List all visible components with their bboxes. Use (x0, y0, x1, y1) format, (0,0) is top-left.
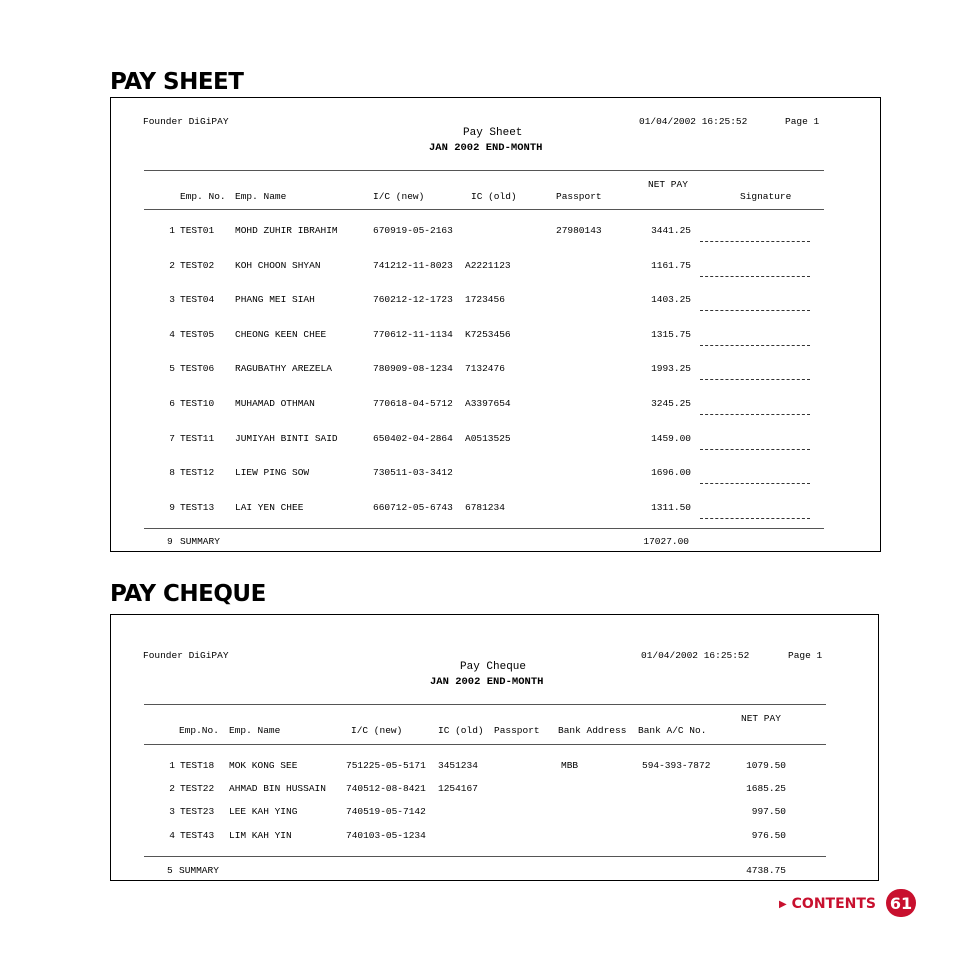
row-number: 1 (169, 760, 175, 771)
pay-sheet-title: Pay Sheet (463, 127, 523, 139)
col-ic-old: IC (old) (438, 725, 484, 736)
signature-line (700, 345, 810, 346)
row-ic-new: 740519-05-7142 (346, 806, 426, 818)
row-net-pay: 997.50 (751, 806, 786, 818)
row-ic-new: 770612-11-1134 (373, 328, 453, 340)
signature-line (700, 449, 810, 450)
signature-line (700, 414, 810, 415)
row-ic-old: A2221123 (465, 259, 511, 271)
row-ic-old: A3397654 (465, 398, 511, 409)
signature-line (700, 310, 810, 311)
divider (144, 528, 824, 529)
row-net-pay: 1161.75 (651, 259, 691, 271)
pay-sheet-datetime: 01/04/2002 16:25:52 (639, 116, 748, 127)
row-emp-name: MOHD ZUHIR IBRAHIM (235, 225, 338, 236)
row-emp-no: TEST43 (180, 829, 215, 841)
row-ic-new: 741212-11-8023 (373, 259, 453, 271)
row-number: 3 (169, 294, 175, 306)
col-emp-name: Emp. Name (229, 725, 281, 736)
row-net-pay: 1403.25 (651, 294, 691, 306)
summary-total: 4738.75 (746, 865, 786, 876)
divider (144, 209, 824, 210)
row-net-pay: 1993.25 (651, 363, 691, 375)
row-net-pay: 3245.25 (651, 398, 691, 409)
row-number: 6 (169, 398, 175, 409)
col-signature: Signature (740, 191, 792, 202)
signature-line (700, 379, 810, 380)
col-ic-new: I/C (new) (373, 191, 425, 202)
contents-label: CONTENTS (791, 896, 876, 912)
row-emp-no: TEST10 (180, 398, 215, 409)
contents-link[interactable] (779, 896, 876, 912)
row-ic-old: 7132476 (465, 363, 505, 375)
row-net-pay: 1685.25 (746, 783, 786, 795)
page-number-badge: 61 (886, 889, 916, 917)
row-emp-name: AHMAD BIN HUSSAIN (229, 783, 326, 795)
row-net-pay: 1079.50 (746, 760, 786, 771)
pay-cheque-title: Pay Cheque (460, 661, 527, 673)
pay-sheet-heading: PAY SHEET (110, 69, 244, 95)
divider (144, 170, 824, 171)
row-ic-old: 6781234 (465, 501, 505, 513)
col-passport: Passport (556, 191, 602, 202)
col-bank-ac: Bank A/C No. (638, 725, 707, 736)
signature-line (700, 483, 810, 484)
row-emp-no: TEST12 (180, 467, 215, 479)
signature-line (700, 276, 810, 277)
row-emp-no: TEST02 (180, 259, 215, 271)
row-net-pay: 3441.25 (651, 225, 691, 236)
col-emp-name: Emp. Name (235, 191, 287, 202)
row-emp-no: TEST11 (180, 432, 215, 444)
row-emp-name: LEE KAH YING (229, 806, 298, 818)
col-passport: Passport (494, 725, 540, 736)
row-emp-no: TEST18 (180, 760, 215, 771)
row-emp-no: TEST23 (180, 806, 215, 818)
row-emp-no: TEST01 (180, 225, 215, 236)
row-number: 9 (169, 501, 175, 513)
row-emp-name: RAGUBATHY AREZELA (235, 363, 332, 375)
row-ic-new: 760212-12-1723 (373, 294, 453, 306)
pay-sheet-subtitle: JAN 2002 END-MONTH (429, 142, 543, 154)
pay-cheque-company: Founder DiGiPAY (143, 650, 229, 661)
row-emp-name: LAI YEN CHEE (235, 501, 304, 513)
col-bank-address: Bank Address (558, 725, 627, 736)
signature-line (700, 518, 810, 519)
row-ic-old: 1254167 (438, 783, 478, 795)
row-ic-new: 740512-08-8421 (346, 783, 426, 795)
row-emp-name: LIM KAH YIN (229, 829, 292, 841)
triangle-right-icon: ▶ (778, 898, 787, 910)
pay-cheque-subtitle: JAN 2002 END-MONTH (430, 676, 544, 688)
row-emp-no: TEST05 (180, 328, 215, 340)
row-emp-name: PHANG MEI SIAH (235, 294, 315, 306)
row-emp-name: JUMIYAH BINTI SAID (235, 432, 338, 444)
pay-sheet-report (110, 97, 881, 552)
pay-cheque-heading: PAY CHEQUE (110, 581, 266, 607)
row-ic-new: 780909-08-1234 (373, 363, 453, 375)
pay-cheque-report (110, 614, 879, 881)
row-ic-old: 1723456 (465, 294, 505, 306)
col-emp-no: Emp.No. (179, 725, 219, 736)
row-net-pay: 1696.00 (651, 467, 691, 479)
row-bank-address: MBB (561, 760, 579, 771)
pay-cheque-datetime: 01/04/2002 16:25:52 (641, 650, 750, 661)
pay-cheque-page: Page 1 (788, 650, 823, 661)
col-net-pay: NET PAY (648, 179, 688, 190)
row-number: 8 (169, 467, 175, 479)
col-emp-no: Emp. No. (180, 191, 226, 202)
row-ic-old: K7253456 (465, 328, 511, 340)
row-ic-new: 650402-04-2864 (373, 432, 453, 444)
row-number: 4 (169, 328, 175, 340)
row-ic-new: 660712-05-6743 (373, 501, 453, 513)
row-net-pay: 1311.50 (651, 501, 691, 513)
row-ic-old: 3451234 (438, 760, 478, 771)
row-emp-no: TEST04 (180, 294, 215, 306)
col-ic-old: IC (old) (471, 191, 517, 202)
row-emp-no: TEST22 (180, 783, 215, 795)
row-number: 1 (169, 225, 175, 236)
signature-line (700, 241, 810, 242)
row-net-pay: 976.50 (751, 829, 786, 841)
row-ic-new: 670919-05-2163 (373, 225, 453, 236)
divider (144, 704, 826, 705)
row-emp-name: LIEW PING SOW (235, 467, 310, 479)
row-ic-new: 740103-05-1234 (346, 829, 426, 841)
row-emp-no: TEST13 (180, 501, 215, 513)
col-ic-new: I/C (new) (351, 725, 403, 736)
row-number: 7 (169, 432, 175, 444)
summary-label: SUMMARY (180, 536, 220, 547)
row-emp-name: KOH CHOON SHYAN (235, 259, 321, 271)
row-ic-old: A0513525 (465, 432, 511, 444)
pay-sheet-page: Page 1 (785, 116, 820, 127)
row-number: 3 (169, 806, 175, 818)
summary-total: 17027.00 (643, 536, 689, 547)
row-ic-new: 730511-03-3412 (373, 467, 453, 479)
row-emp-name: CHEONG KEEN CHEE (235, 328, 327, 340)
pay-sheet-company: Founder DiGiPAY (143, 116, 229, 127)
row-number: 4 (169, 829, 175, 841)
row-number: 2 (169, 783, 175, 795)
row-emp-no: TEST06 (180, 363, 215, 375)
row-ic-new: 751225-05-5171 (346, 760, 426, 771)
divider (144, 856, 826, 857)
row-net-pay: 1459.00 (651, 432, 691, 444)
col-net-pay: NET PAY (741, 713, 781, 724)
summary-count: 9 (167, 536, 173, 547)
divider (144, 744, 826, 745)
summary-count: 5 (167, 865, 173, 876)
row-emp-name: MUHAMAD OTHMAN (235, 398, 315, 409)
row-ic-new: 770618-04-5712 (373, 398, 453, 409)
row-net-pay: 1315.75 (651, 328, 691, 340)
row-number: 2 (169, 259, 175, 271)
row-passport: 27980143 (556, 225, 602, 236)
row-number: 5 (169, 363, 175, 375)
summary-label: SUMMARY (179, 865, 219, 876)
row-bank-ac: 594-393-7872 (642, 760, 711, 771)
row-emp-name: MOK KONG SEE (229, 760, 298, 771)
